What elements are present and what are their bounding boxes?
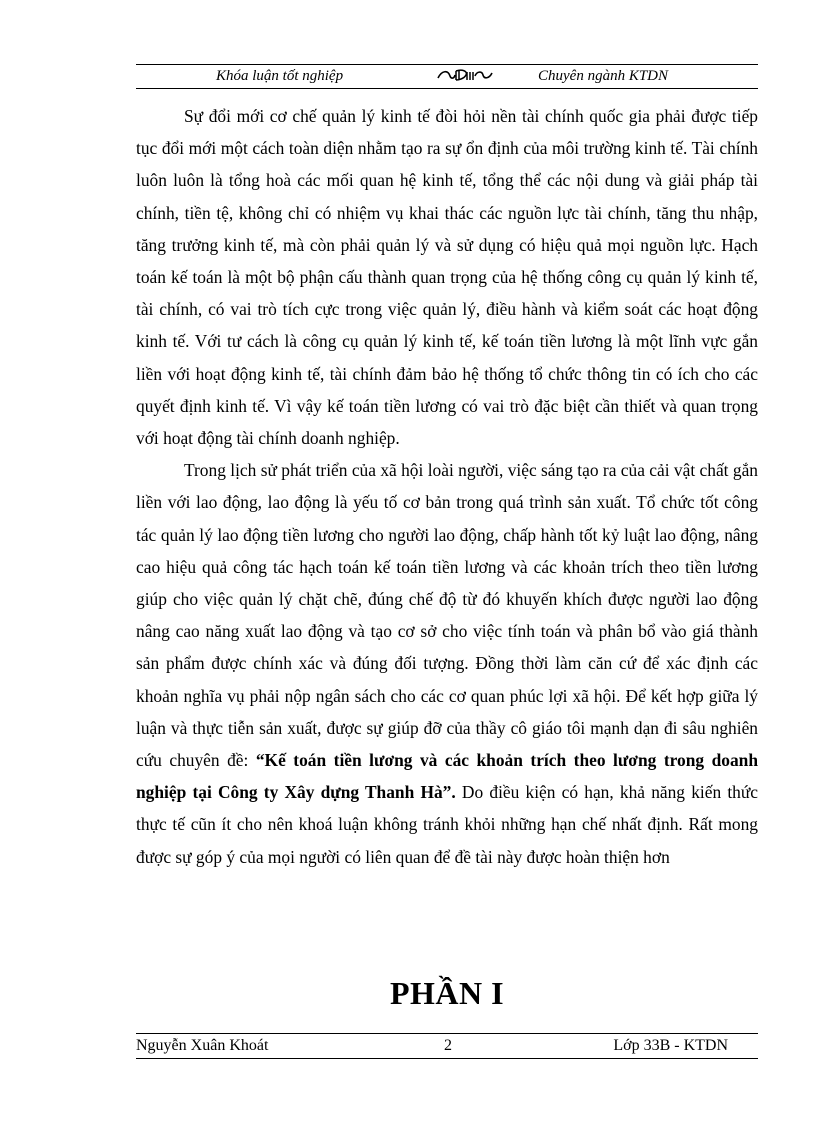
body-text bbox=[136, 100, 758, 873]
paragraph-2-closing: Do điều kiện có hạn, khả năng kiến thức thực tế cũn ít cho nên khoá luận không tránh khỏi những hạn chế nhất định. Rất mong được sự góp ý của mọi người có liên quan để đề tài này được hoàn thiện hơn bbox=[136, 782, 759, 867]
paragraph-2 bbox=[136, 454, 758, 873]
footer-page-number: 2 bbox=[444, 1037, 452, 1054]
thesis-topic-title: “Kế toán tiền lương và các khoản trích theo lương trong doanh nghiệp tại Công ty Xây dựng Thanh Hà”. bbox=[136, 750, 758, 803]
footer-top-rule bbox=[136, 1033, 758, 1034]
section-title: PHẦN I bbox=[389, 975, 505, 1011]
paragraph-2-intro: Trong lịch sử phát triển của xã hội loài người, việc sáng tạo ra của cải vật chất gắn liền với lao động, lao động là yếu tố cơ bản trong quá trình sản xuất. Tổ chức tốt công tác quản lý lao động tiền lương cho người lao động, chấp hành tốt kỷ luật lao động, nâng cao hiệu quả công tác hạch toán kế toán tiền lương và các khoản trích theo tiền lương giúp cho việc quản lý chặt chẽ, đúng chế độ từ đó khuyến khích được người lao động nâng cao năng xuất lao động và tạo cơ sở cho việc tính toán và phân bổ vào giá thành sản phẩm được chính xác và đúng đối tượng. Đồng thời làm căn cứ để xác định các khoản nghĩa vụ phải nộp ngân sách cho các cơ quan phúc lợi xã hội. Để kết hợp giữa lý luận và thực tiễn sản xuất, được sự giúp đỡ của thầy cô giáo tôi mạnh dạn đi sâu nghiên cứu chuyên đề: bbox=[136, 460, 758, 771]
page-header bbox=[136, 66, 758, 88]
paragraph-1: Sự đổi mới cơ chế quản lý kinh tế đòi hỏi nền tài chính quốc gia phải được tiếp tục đổi mới một cách toàn diện nhằm tạo ra sự ổn định của môi trường kinh tế. Tài chính luôn luôn là tổng hoà các mối quan hệ kinh tế, tổng thể các nội dung và giải pháp tài chính, tiền tệ, không chỉ có nhiệm vụ khai thác các nguồn lực tài chính, tăng thu nhập, tăng trưởng kinh tế, mà còn phải quản lý và sử dụng có hiệu quả mọi nguồn lực. Hạch toán kế toán là một bộ phận cấu thành quan trọng của hệ thống công cụ quản lý kinh tế, tài chính, có vai trò tích cực trong việc quản lý, điều hành và kiểm soát các hoạt động kinh tế. Với tư cách là công cụ quản lý kinh tế, kế toán tiền lương là một lĩnh vực gắn liền với hoạt động kinh tế, tài chính đảm bảo hệ thống tổ chức thông tin có ích cho các quyết định kinh tế. Vì vậy kế toán tiền lương có vai trò đặc biệt cần thiết và quan trọng với hoạt động tài chính doanh nghiệp. bbox=[136, 106, 758, 449]
footer-class: Lớp 33B - KTDN bbox=[613, 1037, 728, 1054]
footer-author: Nguyễn Xuân Khoát bbox=[136, 1037, 269, 1054]
decorative-flourish-icon bbox=[436, 68, 494, 82]
footer-bottom-rule bbox=[136, 1058, 758, 1059]
header-top-rule bbox=[136, 64, 758, 65]
page-footer bbox=[136, 1036, 758, 1058]
header-bottom-rule bbox=[136, 88, 758, 89]
header-major-label: Chuyên ngành KTDN bbox=[538, 68, 669, 84]
header-thesis-label: Khóa luận tốt nghiệp bbox=[216, 68, 344, 84]
